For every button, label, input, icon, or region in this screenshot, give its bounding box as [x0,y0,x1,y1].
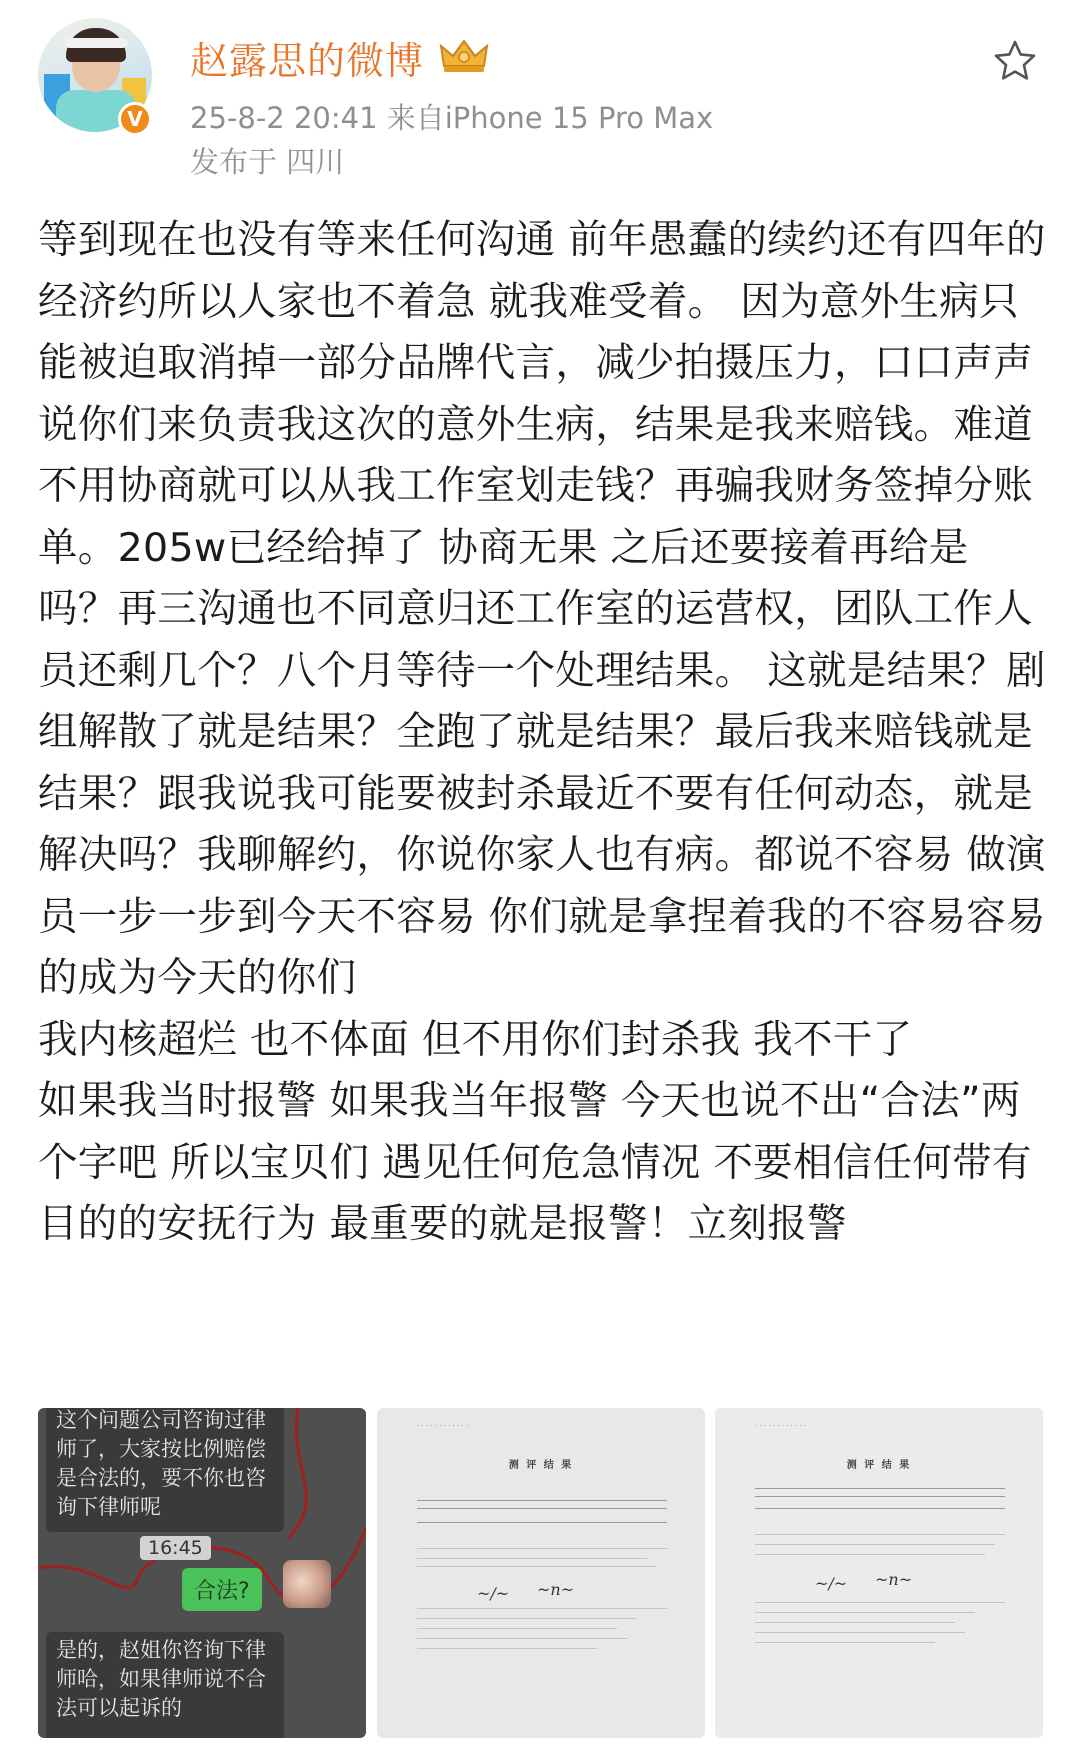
image-document-2[interactable] [715,1408,1043,1738]
signature: ~/~ [815,1574,848,1593]
verified-badge-icon: V [118,102,152,136]
image-grid [38,1408,1048,1738]
crown-icon[interactable] [438,36,490,76]
doc-title: 测 评 结 果 [846,1460,912,1471]
signature: ~n~ [875,1570,913,1589]
post-body [38,210,1048,1256]
chat-avatar [283,1560,331,1608]
image-document-1[interactable] [377,1408,705,1738]
star-icon[interactable] [992,38,1038,84]
chat-message-right: 合法? [182,1568,262,1611]
post-time-source: 25-8-2 20:41 来自iPhone 15 Pro Max [190,101,714,135]
chat-message-left: 是的，赵姐你咨询下律师哈，如果律师说不合法可以起诉的 [46,1632,284,1738]
doc-title: 测 评 结 果 [508,1460,574,1471]
post-location: 发布于 四川 [190,145,345,179]
post-paragraph: 我内核超烂 也不体面 但不用你们封杀我 我不干了 [38,1016,913,1063]
username[interactable]: 赵露思的微博 [190,39,425,83]
doc-header: · · · · · · · · · · · · [417,1422,469,1430]
signature: ~n~ [537,1580,575,1599]
post-header [0,0,1080,195]
signature: ~/~ [477,1584,510,1603]
post-paragraph: 如果我当时报警 如果我当年报警 今天也说不出“合法”两个字吧 所以宝贝们 遇见任何危急情况 不要相信任何带有目的的安抚行为 最重要的就是报警！立刻报警 [38,1078,1032,1247]
image-chat-screenshot[interactable] [38,1408,366,1738]
post-paragraph: 等到现在也没有等来任何沟通 前年愚蠢的续约还有四年的经济约所以人家也不着急 就我难受着。 因为意外生病只能被迫取消掉一部分品牌代言，减少拍摄压力，口口声声说你们来负责我这次的意外生病，结果是我来赔钱。难道不用协商就可以从我工作室划走钱？再骗我财务签掉分账单。205w已经给掉了 协商无果 之后还要接着再给是吗？再三沟通也不同意归还工作室的运营权，团队工作人员还剩几个？八个月等待一个处理结果。 这就是结果？剧组解散了就是结果？全跑了就是结果？最后我来赔钱就是结果？跟我说我可能要被封杀最近不要有任何动态，就是解决吗？我聊解约，你说你家人也有病。都说不容易 做演员一步一步到今天不容易 你们就是拿捏着我的不容易容易的成为今天的你们 [38,217,1046,1001]
chat-message-left: 这个问题公司咨询过律师了，大家按比例赔偿是合法的，要不你也咨询下律师呢 [46,1408,284,1532]
chat-timestamp: 16:45 [140,1536,211,1560]
doc-header: · · · · · · · · · · · · [755,1422,807,1430]
